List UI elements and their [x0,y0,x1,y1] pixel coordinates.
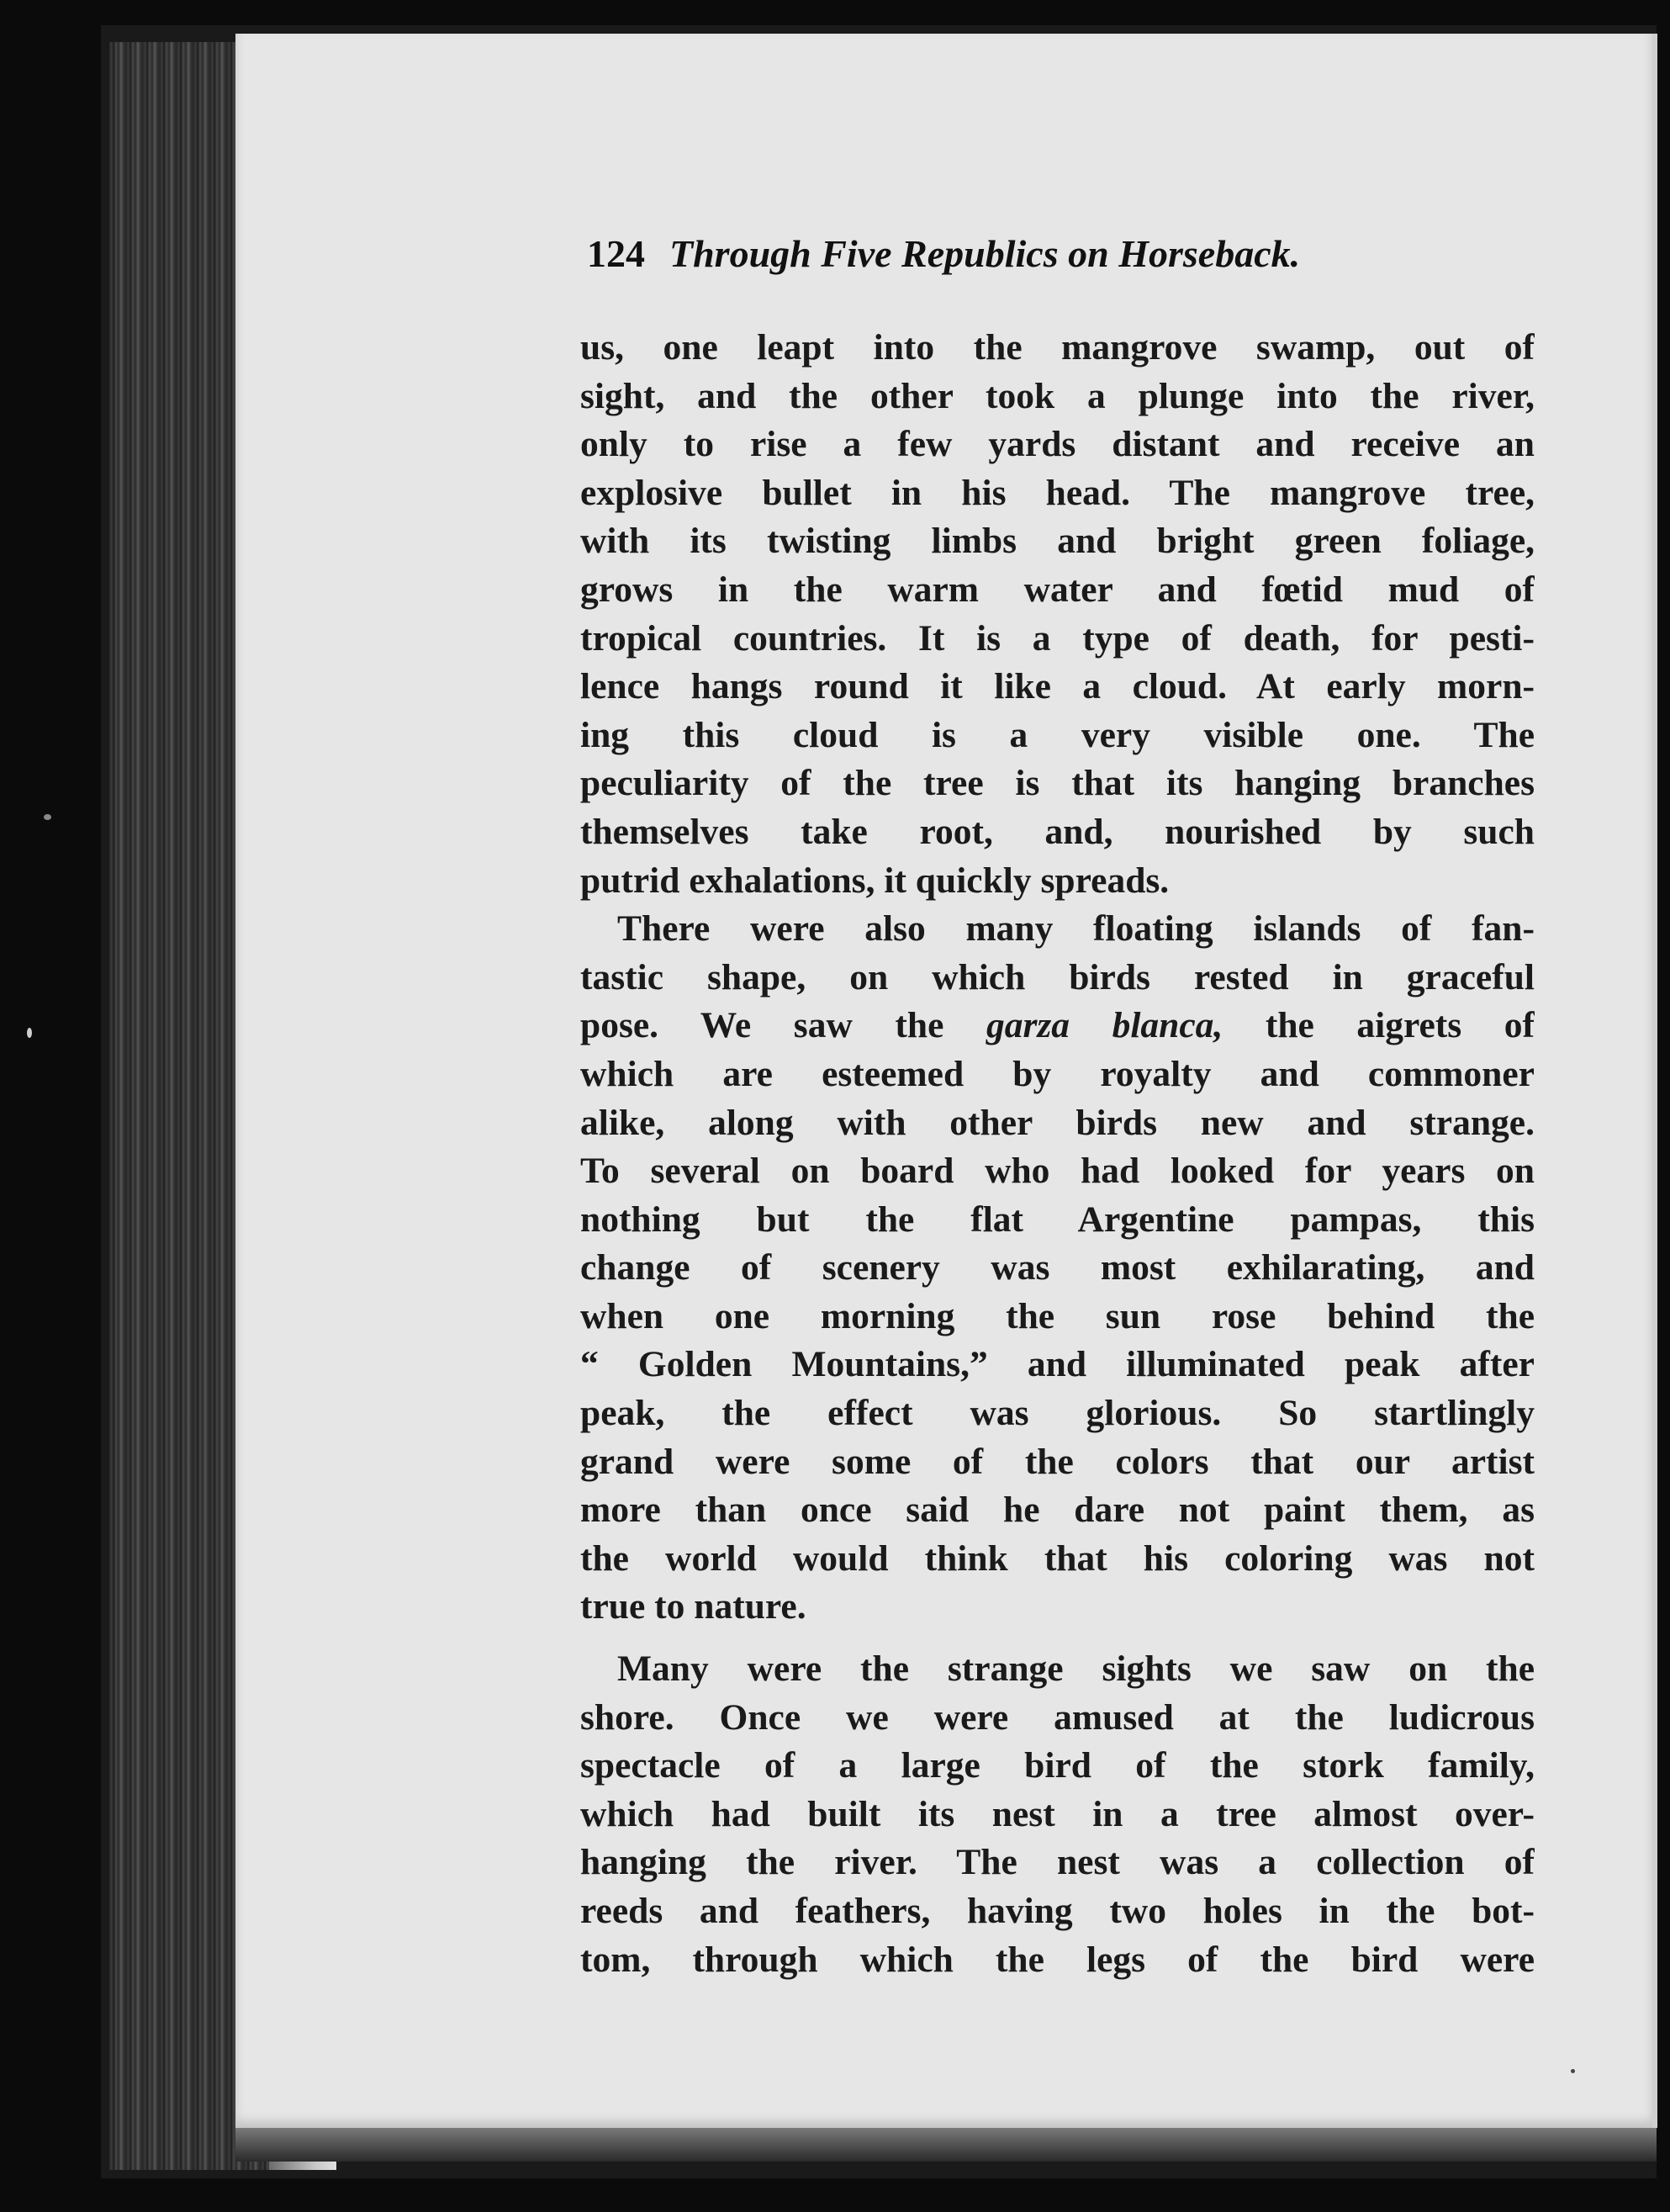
text-line: which had built its nest in a tree almost over- [580,1793,1535,1834]
text-line: alike, along with other birds new and strange. [580,1102,1535,1143]
text-line: grows in the warm water and fœtid mud of [580,569,1535,610]
text-segment: the aigrets of [1223,1005,1535,1046]
text-line: shore. Once we were amused at the ludicrous [580,1696,1535,1738]
text-line: us, one leapt into the mangrove swamp, out of [580,327,1535,368]
paragraph-gap [580,1632,1535,1645]
paragraph-2 [580,905,1535,1632]
text-line: spectacle of a large bird of the stork family, [580,1745,1535,1786]
book-title: Through Five Republics on Horseback. [669,232,1301,275]
italic-term: garza blanca, [986,1005,1223,1046]
body-text [580,324,1535,1984]
text-segment: pose. We saw the [580,1005,986,1046]
text-line: nothing but the flat Argentine pampas, this [580,1199,1535,1240]
text-line: themselves take root, and, nourished by such [580,811,1535,852]
text-line: when one morning the sun rose behind the [580,1295,1535,1336]
text-line-with-italic [580,1002,1535,1050]
dust-speck [44,814,51,820]
text-line: explosive bullet in his head. The mangrove tree, [580,472,1535,513]
text-line: tastic shape, on which birds rested in graceful [580,956,1535,998]
text-line: ing this cloud is a very visible one. The [580,714,1535,755]
dust-speck [27,1028,32,1038]
text-line: with its twisting limbs and bright green foliage, [580,521,1535,562]
text-line: reeds and feathers, having two holes in the bot- [580,1891,1535,1931]
text-line: tom, through which the legs of the bird were [580,1939,1535,1980]
text-line: peak, the effect was glorious. So startlingly [580,1393,1535,1434]
text-line: true to nature. [580,1586,806,1627]
page-bottom-edge [235,2128,1657,2162]
text-line: the world would think that his coloring was not [580,1537,1535,1579]
running-head [587,231,1537,290]
paragraph-1 [580,324,1535,905]
page-number: 124 [587,232,645,275]
text-line: which are esteemed by royalty and commoner [580,1053,1535,1094]
text-line: lence hangs round it like a cloud. At early morn- [580,666,1535,707]
text-line: sight, and the other took a plunge into the river, [580,375,1535,416]
text-line: putrid exhalations, it quickly spreads. [580,860,1170,901]
text-line: more than once said he dare not paint them, as [580,1490,1535,1531]
text-line: Many were the strange sights we saw on the [617,1648,1535,1690]
text-line: only to rise a few yards distant and receive an [580,424,1535,465]
text-line: grand were some of the colors that our artist [580,1441,1535,1482]
text-line: To several on board who had looked for years on [580,1151,1535,1192]
text-line: tropical countries. It is a type of death, for pesti- [580,617,1535,659]
dust-speck [1571,2069,1575,2073]
text-line: peculiarity of the tree is that its hanging branches [580,763,1535,804]
text-line: hanging the river. The nest was a collection of [580,1842,1535,1883]
text-line: “ Golden Mountains,” and illuminated peak after [580,1344,1535,1385]
paragraph-3 [580,1645,1535,1984]
text-line: change of scenery was most exhilarating, and [580,1247,1535,1289]
text-line: There were also many floating islands of fan- [617,908,1535,950]
